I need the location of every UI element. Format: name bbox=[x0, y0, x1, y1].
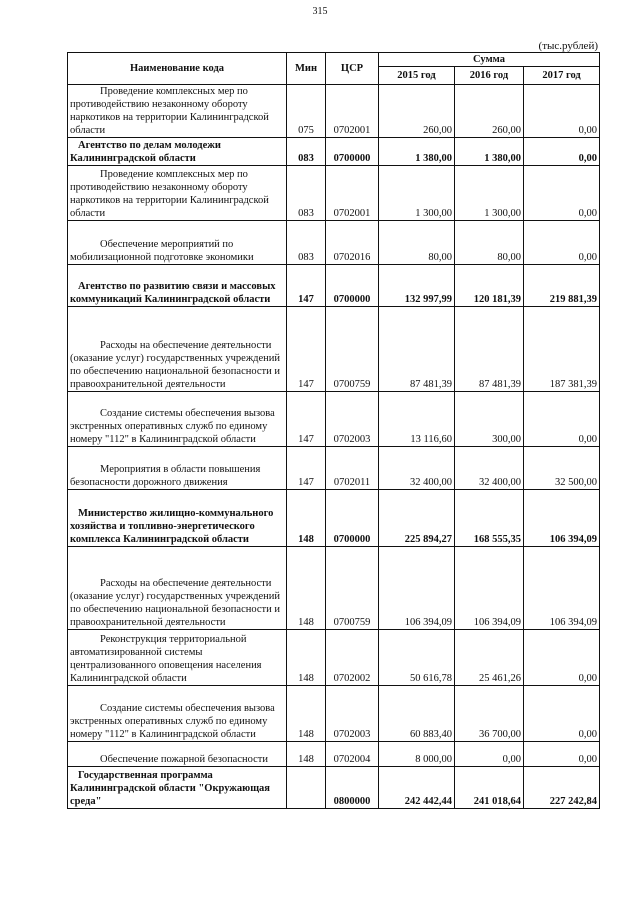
row-name: Обеспечение мероприятий по мобилизационной подготовке экономики bbox=[68, 221, 287, 265]
table-row bbox=[68, 265, 600, 307]
row-value-2016: 168 555,35 bbox=[455, 490, 524, 547]
table-row bbox=[68, 742, 600, 767]
row-value-2015: 32 400,00 bbox=[379, 447, 455, 490]
table-row bbox=[68, 307, 600, 392]
row-min: 147 bbox=[287, 392, 326, 447]
row-min: 148 bbox=[287, 630, 326, 686]
table-row bbox=[68, 767, 600, 809]
page-number: 315 bbox=[312, 6, 328, 17]
row-value-2015: 13 116,60 bbox=[379, 392, 455, 447]
table-row bbox=[68, 686, 600, 742]
row-min: 148 bbox=[287, 686, 326, 742]
row-value-2015: 50 616,78 bbox=[379, 630, 455, 686]
row-value-2015: 1 300,00 bbox=[379, 166, 455, 221]
row-csr: 0702003 bbox=[326, 686, 379, 742]
row-name: Агентство по делам молодежи Калининградской области bbox=[68, 138, 287, 166]
header-min: Мин bbox=[287, 53, 326, 85]
row-value-2015: 242 442,44 bbox=[379, 767, 455, 809]
row-name: Министерство жилищно-коммунального хозяйства и топливно-энергетического комплекса Калининградской области bbox=[68, 490, 287, 547]
row-value-2017: 0,00 bbox=[524, 630, 600, 686]
row-value-2017: 32 500,00 bbox=[524, 447, 600, 490]
row-csr: 0700000 bbox=[326, 490, 379, 547]
row-name: Расходы на обеспечение деятельности (оказание услуг) государственных учреждений по обеспечению национальной безопасности и правоохранительной деятельности bbox=[68, 307, 287, 392]
row-value-2015: 87 481,39 bbox=[379, 307, 455, 392]
table-body bbox=[68, 85, 600, 809]
row-min: 147 bbox=[287, 265, 326, 307]
row-csr: 0700000 bbox=[326, 138, 379, 166]
table-row bbox=[68, 221, 600, 265]
row-value-2017: 219 881,39 bbox=[524, 265, 600, 307]
row-value-2016: 260,00 bbox=[455, 85, 524, 138]
row-value-2016: 300,00 bbox=[455, 392, 524, 447]
row-value-2016: 1 300,00 bbox=[455, 166, 524, 221]
row-min: 083 bbox=[287, 166, 326, 221]
row-value-2017: 0,00 bbox=[524, 686, 600, 742]
row-min: 147 bbox=[287, 447, 326, 490]
row-name: Создание системы обеспечения вызова экстренных оперативных служб по единому номеру "112" в Калининградской области bbox=[68, 392, 287, 447]
row-value-2017: 106 394,09 bbox=[524, 547, 600, 630]
row-value-2015: 225 894,27 bbox=[379, 490, 455, 547]
row-value-2016: 120 181,39 bbox=[455, 265, 524, 307]
row-value-2015: 80,00 bbox=[379, 221, 455, 265]
row-value-2017: 0,00 bbox=[524, 392, 600, 447]
row-value-2015: 60 883,40 bbox=[379, 686, 455, 742]
row-min: 148 bbox=[287, 490, 326, 547]
row-value-2017: 227 242,84 bbox=[524, 767, 600, 809]
header-csr: ЦСР bbox=[326, 53, 379, 85]
row-value-2016: 36 700,00 bbox=[455, 686, 524, 742]
row-name: Мероприятия в области повышения безопасности дорожного движения bbox=[68, 447, 287, 490]
row-name: Государственная программа Калининградской области "Окружающая среда" bbox=[68, 767, 287, 809]
row-csr: 0702004 bbox=[326, 742, 379, 767]
row-name: Обеспечение пожарной безопасности bbox=[68, 742, 287, 767]
row-name: Расходы на обеспечение деятельности (оказание услуг) государственных учреждений по обеспечению национальной безопасности и правоохранительной деятельности bbox=[68, 547, 287, 630]
row-value-2017: 0,00 bbox=[524, 85, 600, 138]
row-csr: 0702001 bbox=[326, 166, 379, 221]
row-csr: 0702002 bbox=[326, 630, 379, 686]
row-value-2015: 1 380,00 bbox=[379, 138, 455, 166]
row-value-2016: 32 400,00 bbox=[455, 447, 524, 490]
row-min bbox=[287, 767, 326, 809]
row-value-2016: 0,00 bbox=[455, 742, 524, 767]
row-csr: 0700000 bbox=[326, 265, 379, 307]
row-min: 075 bbox=[287, 85, 326, 138]
row-name: Создание системы обеспечения вызова экстренных оперативных служб по единому номеру "112" в Калининградской области bbox=[68, 686, 287, 742]
row-min: 148 bbox=[287, 547, 326, 630]
row-min: 083 bbox=[287, 221, 326, 265]
row-value-2015: 132 997,99 bbox=[379, 265, 455, 307]
row-value-2017: 106 394,09 bbox=[524, 490, 600, 547]
header-sum: Сумма bbox=[379, 53, 600, 67]
row-value-2016: 241 018,64 bbox=[455, 767, 524, 809]
row-value-2015: 106 394,09 bbox=[379, 547, 455, 630]
row-csr: 0702003 bbox=[326, 392, 379, 447]
table-row bbox=[68, 392, 600, 447]
table-row bbox=[68, 447, 600, 490]
row-name: Реконструкция территориальной автоматизированной системы централизованного оповещения населения Калининградской области bbox=[68, 630, 287, 686]
table-row bbox=[68, 490, 600, 547]
row-value-2017: 0,00 bbox=[524, 221, 600, 265]
row-csr: 0700759 bbox=[326, 307, 379, 392]
row-csr: 0702011 bbox=[326, 447, 379, 490]
budget-table bbox=[67, 52, 600, 809]
row-value-2016: 106 394,09 bbox=[455, 547, 524, 630]
row-value-2016: 1 380,00 bbox=[455, 138, 524, 166]
header-2015: 2015 год bbox=[379, 67, 455, 85]
header-name: Наименование кода bbox=[68, 53, 287, 85]
row-value-2017: 187 381,39 bbox=[524, 307, 600, 392]
row-name: Проведение комплексных мер по противодействию незаконному обороту наркотиков на территории Калининградской области bbox=[68, 166, 287, 221]
row-value-2016: 80,00 bbox=[455, 221, 524, 265]
table-row bbox=[68, 138, 600, 166]
row-value-2016: 87 481,39 bbox=[455, 307, 524, 392]
row-value-2016: 25 461,26 bbox=[455, 630, 524, 686]
units-label: (тыс.рублей) bbox=[538, 40, 598, 52]
row-value-2015: 260,00 bbox=[379, 85, 455, 138]
table-row bbox=[68, 85, 600, 138]
row-value-2017: 0,00 bbox=[524, 166, 600, 221]
header-2017: 2017 год bbox=[524, 67, 600, 85]
table-row bbox=[68, 630, 600, 686]
row-csr: 0702001 bbox=[326, 85, 379, 138]
row-name: Агентство по развитию связи и массовых коммуникаций Калининградской области bbox=[68, 265, 287, 307]
row-min: 083 bbox=[287, 138, 326, 166]
table-row bbox=[68, 547, 600, 630]
row-value-2017: 0,00 bbox=[524, 742, 600, 767]
row-min: 148 bbox=[287, 742, 326, 767]
row-value-2015: 8 000,00 bbox=[379, 742, 455, 767]
header-2016: 2016 год bbox=[455, 67, 524, 85]
table-row bbox=[68, 166, 600, 221]
row-csr: 0702016 bbox=[326, 221, 379, 265]
row-min: 147 bbox=[287, 307, 326, 392]
row-csr: 0700759 bbox=[326, 547, 379, 630]
row-value-2017: 0,00 bbox=[524, 138, 600, 166]
row-csr: 0800000 bbox=[326, 767, 379, 809]
row-name: Проведение комплексных мер по противодействию незаконному обороту наркотиков на территории Калининградской области bbox=[68, 85, 287, 138]
